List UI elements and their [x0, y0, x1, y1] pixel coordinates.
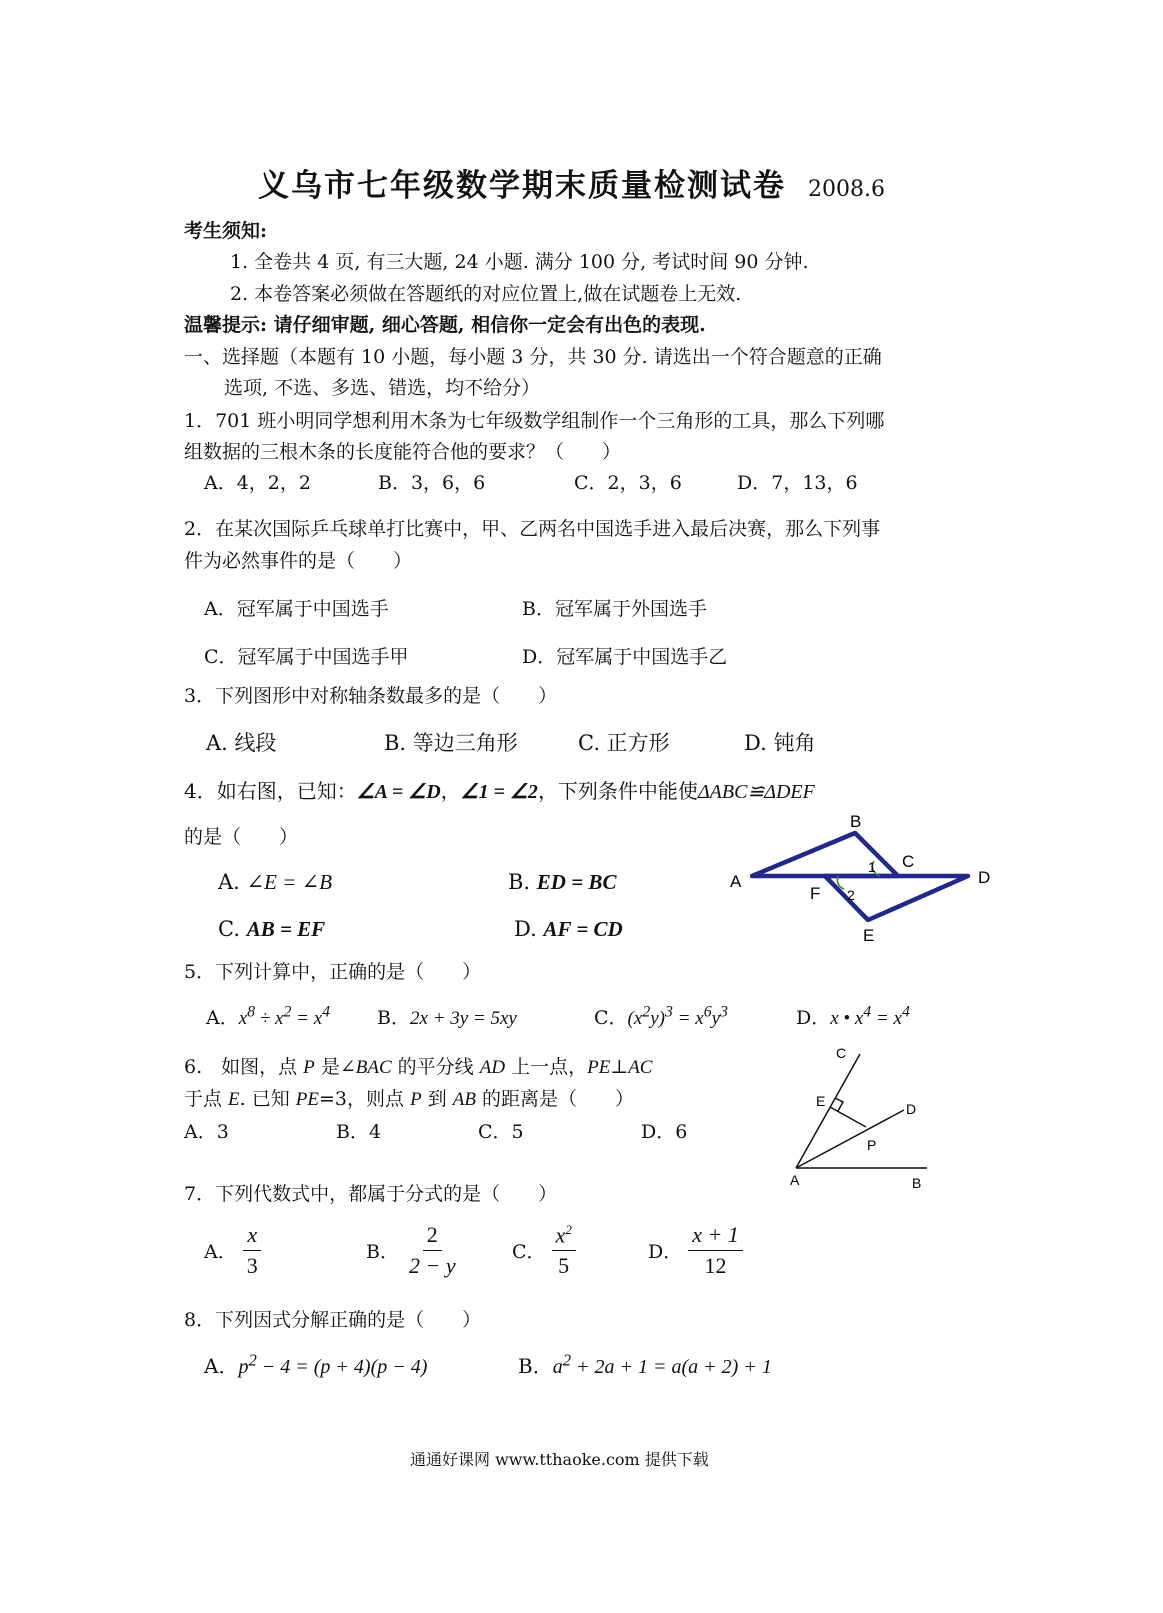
q7-b-den: 2 − y	[408, 1253, 456, 1278]
q6-var: P	[410, 1089, 422, 1110]
q7-b-label: B．	[366, 1241, 399, 1263]
q5-b-expr: 2x + 3y = 5xy	[409, 1008, 517, 1029]
q2-option-c: C．冠军属于中国选手甲	[204, 646, 409, 668]
q7-option-b	[366, 1222, 466, 1279]
q7-c-fraction	[552, 1222, 576, 1279]
section-heading-line1: 一、选择题（本题有 10 小题，每小题 3 分，共 30 分. 请选出一个符合题意的正确	[184, 346, 882, 368]
q2-option-d: D．冠军属于中国选手乙	[522, 646, 728, 668]
segment-pe	[830, 1107, 866, 1127]
q8-a-expr: $p^2 - 4 = (p + 4)(p - 4)$	[238, 1350, 428, 1378]
q1-option-b: B．3，6，6	[378, 472, 486, 494]
q7-c-label: C．	[512, 1241, 546, 1264]
q6-text: 于点	[184, 1088, 229, 1110]
q4-congruence: ΔABC≌ΔDEF	[697, 781, 815, 803]
q4-stem-prefix: 4．如右图，已知：	[184, 779, 357, 803]
q6-text: 到	[421, 1088, 453, 1110]
footer-source: 通通好课网 www.tthaoke.com 提供下载	[410, 1450, 709, 1469]
q4-option-a	[218, 870, 332, 895]
q3-option-a: A. 线段	[206, 731, 277, 755]
q6-angle-bisector-figure	[780, 1040, 940, 1200]
notice-item-1: 1. 全卷共 4 页, 有三大题, 24 小题. 满分 100 分, 考试时间 90 分钟.	[230, 251, 809, 273]
q6-var: PE	[295, 1089, 319, 1110]
q6-text: 的距离是（ ）	[475, 1088, 635, 1110]
q6-stem-line2	[184, 1084, 634, 1111]
q5-option-d	[796, 1003, 910, 1030]
q4-option-b	[508, 870, 616, 895]
q7-d-label: D．	[648, 1241, 683, 1263]
q7-a-label: A．	[204, 1241, 237, 1263]
right-angle-mark	[835, 1098, 843, 1111]
q6-var: BAC	[355, 1057, 392, 1078]
q5-stem: 5．下列计算中，正确的是（ ）	[184, 961, 482, 983]
q5-b-label: B．	[377, 1007, 410, 1029]
q4-d-label: D.	[514, 917, 537, 941]
q8-a-rest: − 4 = (p + 4)(p − 4)	[256, 1356, 428, 1378]
q2-stem-line1: 2．在某次国际乒乓球单打比赛中，甲、乙两名中国选手进入最后决赛，那么下列事	[184, 518, 881, 540]
q5-a-label: A．	[206, 1007, 239, 1029]
q6-var: P	[303, 1057, 315, 1078]
q4-condition-angles: ∠A = ∠D	[356, 781, 441, 803]
q7-d-num: x + 1	[688, 1222, 743, 1251]
q4-stem-mid: ，下列条件中能使	[537, 779, 698, 803]
q7-b-num: 2	[423, 1222, 442, 1251]
q8-b-label: B．	[518, 1354, 553, 1378]
angle-1-label: 1	[868, 859, 876, 875]
q7-d-fraction	[688, 1222, 743, 1279]
q6-text: 上一点，	[505, 1056, 588, 1078]
q4-a-label: A.	[218, 870, 240, 894]
q6-stem-line1	[184, 1052, 652, 1079]
q1-stem-line1: 1．701 班小明同学想利用木条为七年级数学组制作一个三角形的工具，那么下列哪	[184, 410, 885, 432]
q4-option-c	[218, 917, 325, 942]
q7-option-a	[204, 1222, 268, 1279]
q7-c-den: 5	[558, 1253, 570, 1279]
q8-option-b	[518, 1350, 772, 1379]
q5-a-expr: $x^8 \div x^2 = x^4$	[238, 1003, 331, 1029]
point-c-label: C	[902, 852, 915, 871]
point-f-label: F	[810, 884, 821, 903]
q5-c-expr: $(x^2y)^3 = x^6y^3$	[627, 1003, 728, 1029]
q3-option-d: D. 钝角	[744, 731, 816, 755]
warm-tip: 温馨提示: 请仔细审题, 细心答题, 相信你一定会有出色的表现.	[184, 314, 706, 336]
q4-figure-lines	[752, 833, 968, 920]
q4-triangles-figure	[720, 805, 1010, 955]
point-b-label: B	[850, 812, 862, 831]
q6-option-d: D．6	[641, 1121, 688, 1143]
q6-text: ⊥	[610, 1056, 629, 1078]
q4-c-label: C.	[218, 917, 240, 941]
q6-text: =3，则点	[319, 1088, 411, 1110]
q4-c-expr: AB = EF	[246, 917, 326, 941]
q6-option-c: C．5	[478, 1121, 524, 1143]
q4-b-label: B.	[508, 870, 531, 894]
q7-option-d	[648, 1222, 749, 1279]
q4-separator: ，	[440, 779, 461, 803]
q5-d-label: D．	[796, 1007, 831, 1029]
q7-stem: 7．下列代数式中，都属于分式的是（ ）	[184, 1183, 558, 1205]
q8-b-expr: $a^2 + 2a + 1 = a(a + 2) + 1$	[552, 1350, 772, 1378]
q4-option-d	[514, 917, 623, 942]
q6-point-b: B	[912, 1175, 922, 1191]
q1-option-a: A．4，2，2	[204, 472, 311, 494]
q8-a-label: A．	[204, 1354, 239, 1378]
section-heading-line2: 选项, 不选、多选、错选，均不给分）	[224, 377, 541, 399]
q1-option-c: C．2，3，6	[574, 472, 682, 494]
q4-d-expr: AF = CD	[543, 917, 623, 941]
q6-text: 6. 如图，点	[184, 1056, 304, 1078]
q6-point-d: D	[906, 1101, 917, 1117]
triangle-abc	[752, 833, 898, 876]
q4-stem-line2: 的是（ ）	[184, 826, 299, 848]
q8-option-a	[204, 1350, 427, 1379]
title-text: 义乌市七年级数学期末质量检测试卷	[258, 168, 786, 204]
notice-heading: 考生须知:	[184, 220, 268, 242]
q1-stem-line2: 组数据的三根木条的长度能符合他的要求？（ ）	[184, 441, 622, 463]
q6-var: AC	[628, 1057, 653, 1078]
q6-point-p: P	[867, 1137, 877, 1153]
point-a-label: A	[730, 872, 742, 891]
q6-option-a: A．3	[184, 1121, 229, 1143]
q1-option-d: D．7，13，6	[737, 472, 858, 494]
q7-c-num: $x^2$	[552, 1222, 576, 1251]
q6-option-b: B．4	[336, 1121, 382, 1143]
q7-d-den: 12	[704, 1253, 727, 1278]
point-d-label: D	[978, 868, 991, 887]
notice-item-2: 2. 本卷答案必须做在答题纸的对应位置上,做在试题卷上无效.	[230, 283, 742, 305]
q5-option-b	[377, 1003, 517, 1030]
q7-option-c	[512, 1222, 582, 1279]
q7-a-den: 3	[246, 1253, 258, 1278]
q8-stem: 8．下列因式分解正确的是（ ）	[184, 1309, 482, 1331]
q6-text: . 已知	[239, 1088, 296, 1110]
q6-var: E	[228, 1089, 240, 1110]
exam-title	[258, 160, 885, 205]
q6-var: PE	[587, 1057, 611, 1078]
q5-options	[206, 1003, 330, 1030]
point-e-label: E	[863, 926, 875, 945]
q4-b-expr: ED = BC	[536, 870, 617, 894]
q6-point-c: C	[836, 1045, 847, 1061]
q2-option-b: B．冠军属于外国选手	[522, 598, 707, 620]
q6-text: 的平分线	[391, 1056, 480, 1078]
angle-2-label: 2	[847, 887, 855, 903]
exam-date: 2008.6	[808, 177, 885, 202]
q7-a-fraction	[243, 1222, 262, 1279]
q6-var: AD	[479, 1057, 506, 1078]
q6-var: AB	[452, 1089, 476, 1110]
q2-option-a: A．冠军属于中国选手	[204, 598, 389, 620]
q7-b-fraction	[405, 1222, 460, 1279]
q3-option-b: B. 等边三角形	[384, 731, 518, 755]
q5-c-label: C．	[594, 1007, 628, 1029]
q3-option-c: C. 正方形	[578, 731, 670, 755]
q7-a-num: x	[243, 1222, 261, 1251]
q2-stem-line2: 件为必然事件的是（ ）	[184, 550, 413, 572]
q6-text: 是∠	[314, 1056, 356, 1078]
q6-point-e: E	[816, 1093, 826, 1109]
q3-stem: 3．下列图形中对称轴条数最多的是（ ）	[184, 685, 558, 707]
q5-option-c	[594, 1003, 728, 1030]
q4-a-expr: ∠E = ∠B	[246, 870, 333, 894]
q6-point-a: A	[790, 1172, 800, 1188]
q4-stem-line1	[184, 775, 815, 804]
q5-d-expr: x • $x^4 = x^4$	[830, 1003, 910, 1029]
q4-condition-12: ∠1 = ∠2	[460, 781, 538, 803]
